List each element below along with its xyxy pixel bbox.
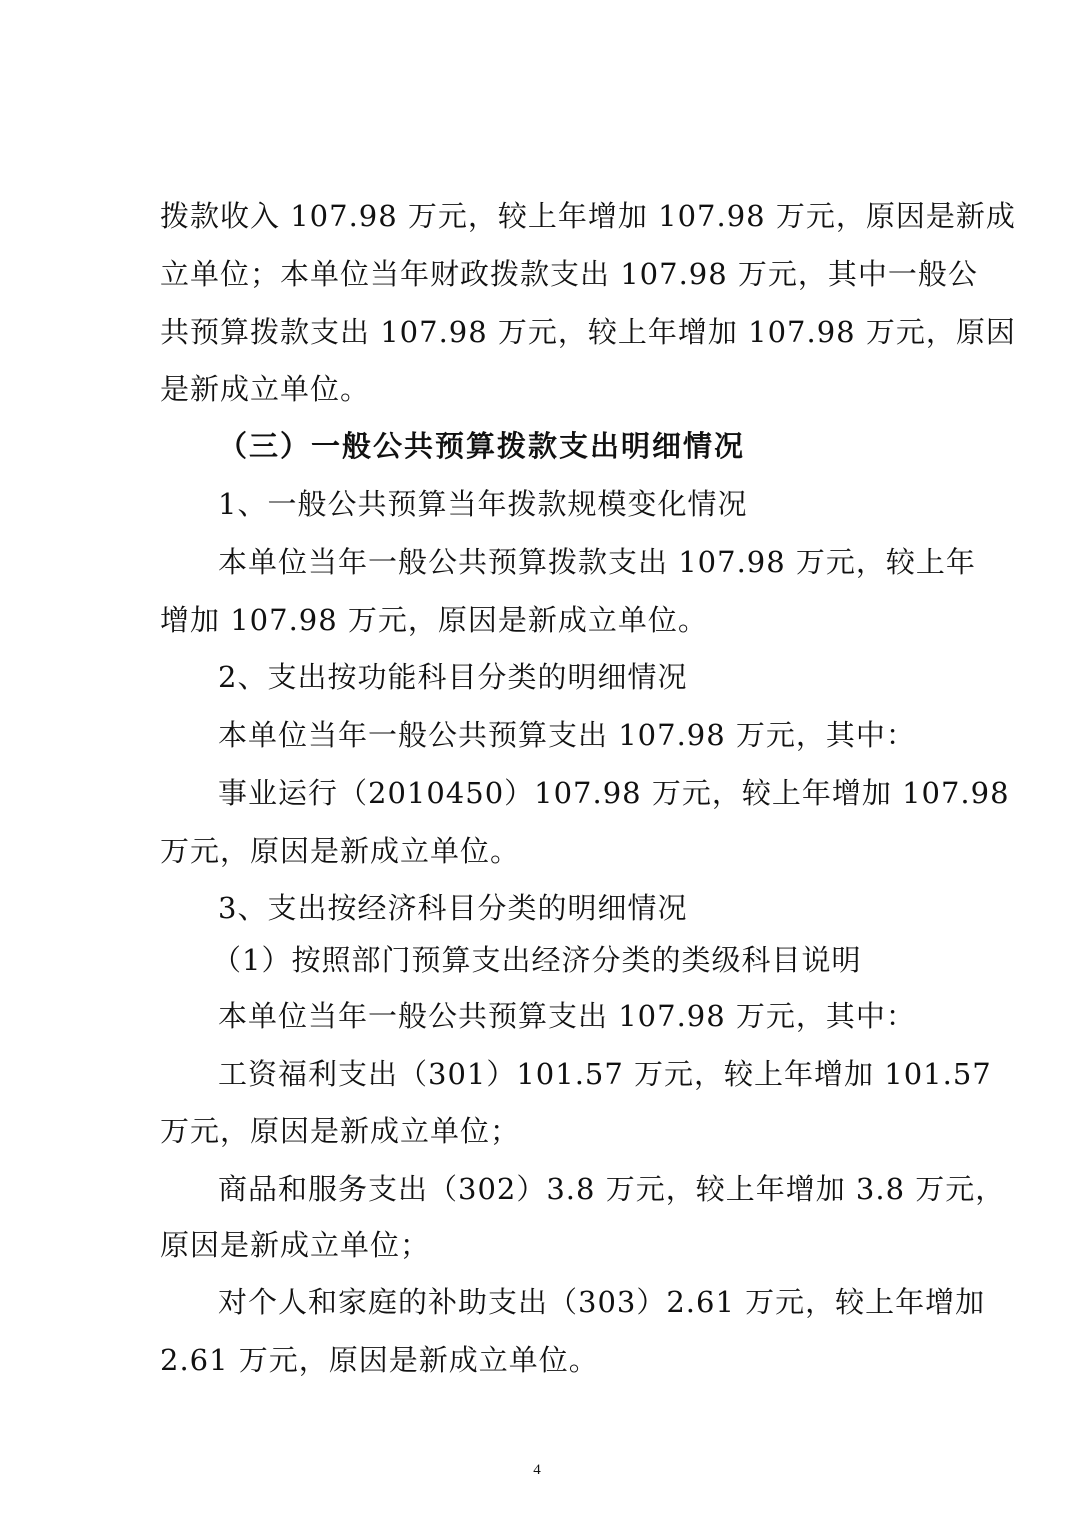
paragraph-line: 工资福利支出（301）101.57 万元，较上年增加 101.57	[218, 1057, 992, 1091]
paragraph-line: 立单位；本单位当年财政拨款支出 107.98 万元，其中一般公	[160, 257, 978, 291]
paragraph-line: 万元，原因是新成立单位；	[160, 1114, 521, 1148]
subsection-title: 2、支出按功能科目分类的明细情况	[218, 660, 688, 694]
paragraph-line: 本单位当年一般公共预算支出 107.98 万元，其中：	[218, 718, 916, 752]
paragraph-line: 是新成立单位。	[160, 372, 371, 406]
paragraph-line: 原因是新成立单位；	[160, 1228, 431, 1262]
paragraph-line: 共预算拨款支出 107.98 万元，较上年增加 107.98 万元，原因	[160, 315, 1016, 349]
paragraph-line: 万元，原因是新成立单位。	[160, 834, 521, 868]
page-number: 4	[533, 1462, 541, 1478]
paragraph-line: 本单位当年一般公共预算支出 107.98 万元，其中：	[218, 999, 916, 1033]
paragraph-line: 对个人和家庭的补助支出（303）2.61 万元，较上年增加	[218, 1285, 986, 1319]
paragraph-line: 拨款收入 107.98 万元，较上年增加 107.98 万元，原因是新成	[160, 199, 1016, 233]
paragraph-line: 事业运行（2010450）107.98 万元，较上年增加 107.98	[218, 776, 1010, 810]
paragraph-line: 本单位当年一般公共预算拨款支出 107.98 万元，较上年	[218, 545, 976, 579]
paragraph-line: 2.61 万元，原因是新成立单位。	[160, 1343, 599, 1377]
paragraph-line: 商品和服务支出（302）3.8 万元，较上年增加 3.8 万元，	[218, 1172, 1006, 1206]
subsection-title: 1、一般公共预算当年拨款规模变化情况	[218, 487, 748, 521]
paragraph-line: 增加 107.98 万元，原因是新成立单位。	[160, 603, 708, 637]
subsection-subtitle: （1）按照部门预算支出经济分类的类级科目说明	[212, 943, 862, 977]
subsection-title: 3、支出按经济科目分类的明细情况	[218, 891, 688, 925]
section-heading: （三）一般公共预算拨款支出明细情况	[218, 429, 746, 463]
